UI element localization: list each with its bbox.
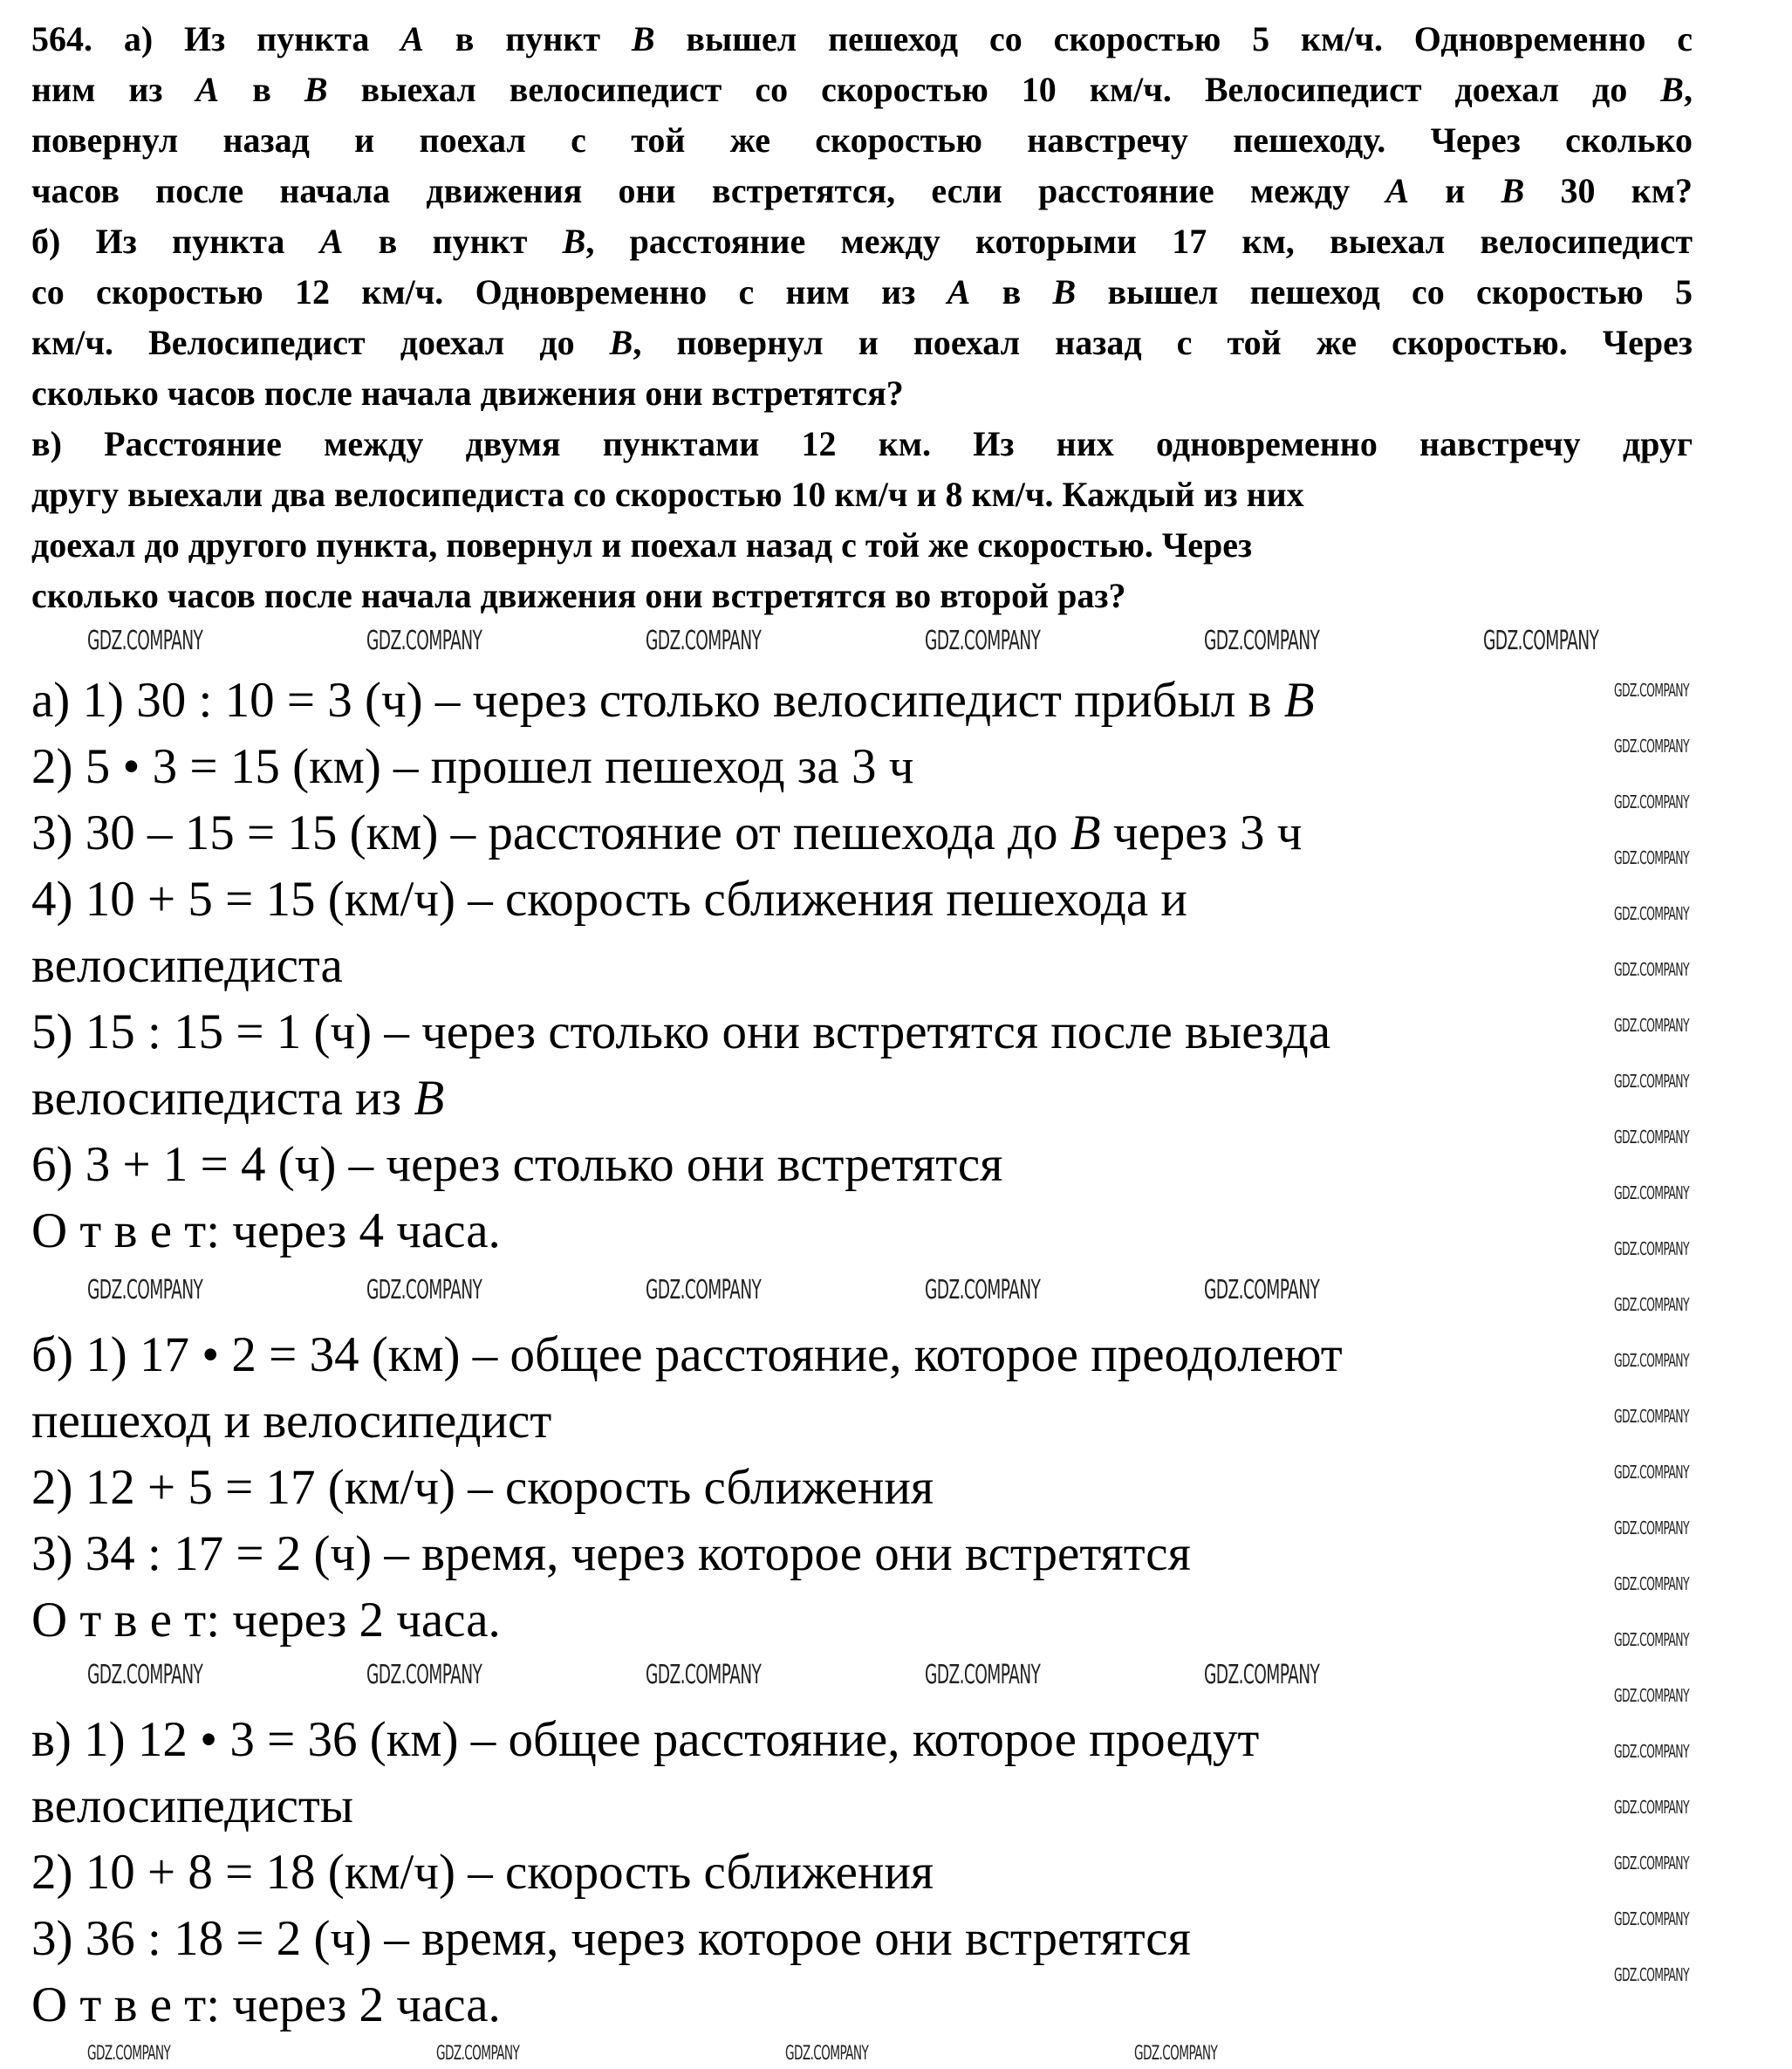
solution-line-b: б) 1) 17 • 2 = 34 (км) – общее расстояние, которое преодолеют bbox=[31, 1327, 1343, 1382]
watermark: GDZ.COMPANY bbox=[1614, 1350, 1689, 1371]
watermark: GDZ.COMPANY bbox=[1614, 1406, 1689, 1427]
solution-line-b: 2) 12 + 5 = 17 (км/ч) – скорость сближения bbox=[31, 1460, 934, 1515]
watermark: GDZ.COMPANY bbox=[1614, 959, 1689, 980]
solution-line-a: О т в е т: через 4 часа. bbox=[31, 1203, 501, 1258]
watermark: GDZ.COMPANY bbox=[1614, 903, 1689, 924]
watermark: GDZ.COMPANY bbox=[1614, 680, 1689, 701]
watermark: GDZ.COMPANY bbox=[87, 626, 203, 656]
watermark: GDZ.COMPANY bbox=[1614, 1685, 1689, 1706]
solution-line-a: велосипедиста из B bbox=[31, 1071, 445, 1126]
watermark: GDZ.COMPANY bbox=[87, 1275, 203, 1305]
watermark: GDZ.COMPANY bbox=[1614, 1573, 1689, 1594]
solution-line-a: велосипедиста bbox=[31, 938, 343, 993]
problem-line: км/ч. Велосипедист доехал до B, повернул и поехал назад с той же скоростью. Через bbox=[31, 323, 1693, 362]
watermark: GDZ.COMPANY bbox=[1204, 1660, 1320, 1690]
problem-line: со скоростью 12 км/ч. Одновременно с ним из A в B вышел пешеход со скоростью 5 bbox=[31, 272, 1693, 312]
watermark: GDZ.COMPANY bbox=[436, 2043, 520, 2065]
problem-line: ним из A в B выехал велосипедист со скоростью 10 км/ч. Велосипедист доехал до B, bbox=[31, 70, 1693, 109]
watermark: GDZ.COMPANY bbox=[1614, 1517, 1689, 1538]
watermark: GDZ.COMPANY bbox=[1614, 1015, 1689, 1036]
watermark: GDZ.COMPANY bbox=[646, 626, 762, 656]
watermark: GDZ.COMPANY bbox=[366, 1660, 482, 1690]
problem-line: сколько часов после начала движения они встретятся во второй раз? bbox=[31, 576, 1126, 615]
solution-line-c: в) 1) 12 • 3 = 36 (км) – общее расстояние, которое проедут bbox=[31, 1712, 1260, 1767]
watermark: GDZ.COMPANY bbox=[1614, 1797, 1689, 1818]
problem-line: 564. а) Из пункта A в пункт B вышел пешеход со скоростью 5 км/ч. Одновременно с bbox=[31, 19, 1693, 58]
problem-line: сколько часов после начала движения они встретятся? bbox=[31, 373, 904, 413]
solution-line-c: 2) 10 + 8 = 18 (км/ч) – скорость сближения bbox=[31, 1845, 934, 1900]
solution-line-c: О т в е т: через 2 часа. bbox=[31, 1977, 501, 2032]
watermark: GDZ.COMPANY bbox=[925, 626, 1041, 656]
solution-line-c: 3) 36 : 18 = 2 (ч) – время, через которое они встретятся bbox=[31, 1911, 1191, 1966]
watermark: GDZ.COMPANY bbox=[1614, 1908, 1689, 1929]
watermark: GDZ.COMPANY bbox=[1483, 626, 1599, 656]
watermark: GDZ.COMPANY bbox=[1614, 1127, 1689, 1148]
solution-line-a: 6) 3 + 1 = 4 (ч) – через столько они встретятся bbox=[31, 1137, 1003, 1192]
watermark: GDZ.COMPANY bbox=[925, 1660, 1041, 1690]
problem-line: в) Расстояние между двумя пунктами 12 км. Из них одновременно навстречу друг bbox=[31, 424, 1693, 463]
watermark: GDZ.COMPANY bbox=[1614, 736, 1689, 757]
solution-line-a: а) 1) 30 : 10 = 3 (ч) – через столько велосипедист прибыл в B bbox=[31, 673, 1315, 728]
watermark: GDZ.COMPANY bbox=[1614, 1462, 1689, 1483]
problem-line: другу выехали два велосипедиста со скоростью 10 км/ч и 8 км/ч. Каждый из них bbox=[31, 475, 1304, 514]
solution-line-b: 3) 34 : 17 = 2 (ч) – время, через которое они встретятся bbox=[31, 1526, 1191, 1581]
problem-line: доехал до другого пункта, повернул и поехал назад с той же скоростью. Через bbox=[31, 525, 1253, 565]
problem-line: часов после начала движения они встретятся, если расстояние между A и B 30 км? bbox=[31, 171, 1693, 210]
watermark: GDZ.COMPANY bbox=[366, 626, 482, 656]
watermark: GDZ.COMPANY bbox=[1204, 626, 1320, 656]
solution-line-b: пешеход и велосипедист bbox=[31, 1394, 552, 1449]
solution-line-a: 2) 5 • 3 = 15 (км) – прошел пешеход за 3 ч bbox=[31, 739, 914, 794]
watermark: GDZ.COMPANY bbox=[1614, 1182, 1689, 1203]
watermark: GDZ.COMPANY bbox=[1614, 791, 1689, 812]
solution-line-a: 3) 30 – 15 = 15 (км) – расстояние от пешехода до B через 3 ч bbox=[31, 805, 1303, 860]
watermark: GDZ.COMPANY bbox=[1614, 1071, 1689, 1092]
watermark: GDZ.COMPANY bbox=[646, 1660, 762, 1690]
watermark: GDZ.COMPANY bbox=[1614, 1741, 1689, 1762]
watermark: GDZ.COMPANY bbox=[1204, 1275, 1320, 1305]
watermark: GDZ.COMPANY bbox=[646, 1275, 762, 1305]
watermark: GDZ.COMPANY bbox=[1614, 847, 1689, 868]
solution-line-b: О т в е т: через 2 часа. bbox=[31, 1593, 501, 1648]
watermark: GDZ.COMPANY bbox=[1614, 1238, 1689, 1259]
problem-line: б) Из пункта A в пункт B, расстояние между которыми 17 км, выехал велосипедист bbox=[31, 222, 1693, 261]
solution-line-c: велосипедисты bbox=[31, 1778, 354, 1833]
watermark: GDZ.COMPANY bbox=[87, 2043, 171, 2065]
problem-line: повернул назад и поехал с той же скоростью навстречу пешеходу. Через сколько bbox=[31, 120, 1693, 160]
watermark: GDZ.COMPANY bbox=[366, 1275, 482, 1305]
watermark: GDZ.COMPANY bbox=[87, 1660, 203, 1690]
solution-line-a: 5) 15 : 15 = 1 (ч) – через столько они встретятся после выезда bbox=[31, 1004, 1331, 1059]
solution-line-a: 4) 10 + 5 = 15 (км/ч) – скорость сближения пешехода и bbox=[31, 872, 1187, 927]
watermark: GDZ.COMPANY bbox=[1614, 1629, 1689, 1650]
watermark: GDZ.COMPANY bbox=[925, 1275, 1041, 1305]
watermark: GDZ.COMPANY bbox=[1614, 1853, 1689, 1874]
watermark: GDZ.COMPANY bbox=[1614, 1964, 1689, 1985]
watermark: GDZ.COMPANY bbox=[785, 2043, 869, 2065]
watermark: GDZ.COMPANY bbox=[1134, 2043, 1218, 2065]
watermark: GDZ.COMPANY bbox=[1614, 1294, 1689, 1315]
